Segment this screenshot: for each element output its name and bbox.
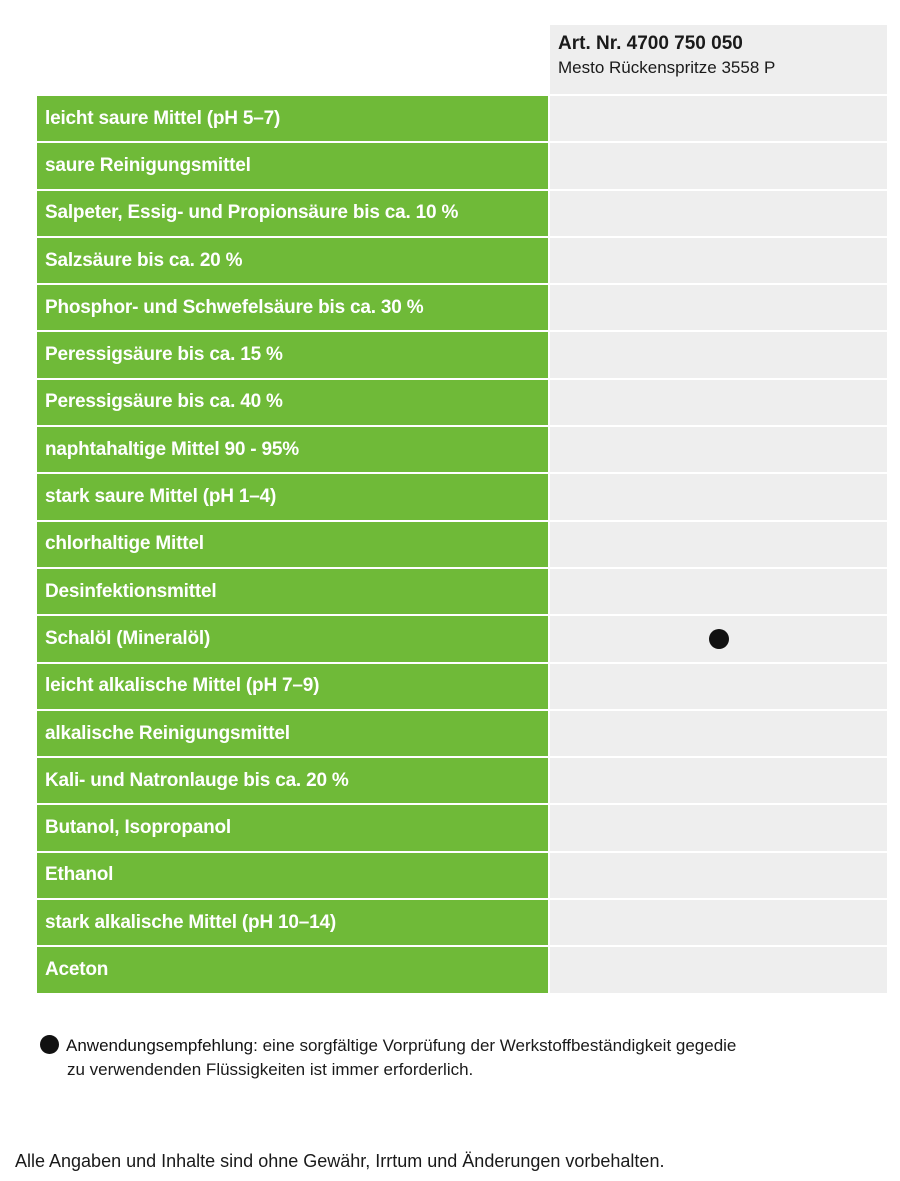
table-row: [37, 285, 887, 330]
table-row: [37, 427, 887, 472]
row-value: [550, 664, 887, 709]
row-label: saure Reinigungsmittel: [37, 143, 548, 188]
row-value: [550, 474, 887, 519]
row-label: stark saure Mittel (pH 1–4): [37, 474, 548, 519]
row-value: [550, 191, 887, 236]
table-row: [37, 380, 887, 425]
table-row: [37, 191, 887, 236]
table-row: [37, 711, 887, 756]
row-value: [550, 380, 887, 425]
table-row: [37, 616, 887, 661]
table-row: [37, 853, 887, 898]
table-row: [37, 332, 887, 377]
row-label: Desinfektionsmittel: [37, 569, 548, 614]
row-label: stark alkalische Mittel (pH 10–14): [37, 900, 548, 945]
row-value: [550, 143, 887, 188]
row-value: [550, 805, 887, 850]
row-label: Salzsäure bis ca. 20 %: [37, 238, 548, 283]
row-label: Peressigsäure bis ca. 40 %: [37, 380, 548, 425]
row-value: [550, 711, 887, 756]
table-row: [37, 143, 887, 188]
recommendation-dot-icon: [40, 1035, 59, 1054]
legend: [40, 1034, 880, 1082]
article-number: Art. Nr. 4700 750 050: [558, 33, 743, 54]
row-value: [550, 285, 887, 330]
table-row: [37, 900, 887, 945]
table-row: [37, 758, 887, 803]
row-label: Ethanol: [37, 853, 548, 898]
disclaimer: Alle Angaben und Inhalte sind ohne Gewähr, Irrtum und Änderungen vorbehalten.: [15, 1151, 665, 1171]
recommendation-dot-icon: [709, 629, 729, 649]
row-label: Butanol, Isopropanol: [37, 805, 548, 850]
row-label: Kali- und Natronlauge bis ca. 20 %: [37, 758, 548, 803]
table-row: [37, 805, 887, 850]
row-value: [550, 947, 887, 992]
table-row: [37, 96, 887, 141]
row-label: alkalische Reinigungsmittel: [37, 711, 548, 756]
row-value: [550, 853, 887, 898]
table-row: [37, 522, 887, 567]
row-value: [550, 900, 887, 945]
row-label: leicht alkalische Mittel (pH 7–9): [37, 664, 548, 709]
row-value: [550, 238, 887, 283]
row-value: [550, 427, 887, 472]
table-body: [37, 96, 887, 993]
row-value: [550, 569, 887, 614]
legend-text-line2: zu verwendenden Flüssigkeiten ist immer erforderlich.: [67, 1060, 474, 1079]
row-label: Aceton: [37, 947, 548, 992]
row-label: Salpeter, Essig- und Propionsäure bis ca. 10 %: [37, 191, 548, 236]
table-header: [37, 25, 887, 94]
legend-text-line1: eine sorgfältige Vorprüfung der Werkstoffbeständigkeit gegedie: [257, 1036, 737, 1055]
row-label: Peressigsäure bis ca. 15 %: [37, 332, 548, 377]
resistance-table: [37, 25, 887, 995]
row-value: [550, 616, 887, 661]
row-label: Phosphor- und Schwefelsäure bis ca. 30 %: [37, 285, 548, 330]
product-header: [550, 25, 887, 94]
row-label: naphtahaltige Mittel 90 - 95%: [37, 427, 548, 472]
row-label: leicht saure Mittel (pH 5–7): [37, 96, 548, 141]
row-value: [550, 332, 887, 377]
table-row: [37, 664, 887, 709]
legend-term: Anwendungsempfehlung:: [66, 1036, 258, 1055]
header-spacer: [37, 25, 548, 94]
product-name: Mesto Rückenspritze 3558 P: [558, 58, 776, 77]
table-row: [37, 947, 887, 992]
table-row: [37, 474, 887, 519]
row-label: chlorhaltige Mittel: [37, 522, 548, 567]
table-row: [37, 238, 887, 283]
row-value: [550, 96, 887, 141]
row-value: [550, 522, 887, 567]
row-label: Schalöl (Mineralöl): [37, 616, 548, 661]
row-value: [550, 758, 887, 803]
table-row: [37, 569, 887, 614]
